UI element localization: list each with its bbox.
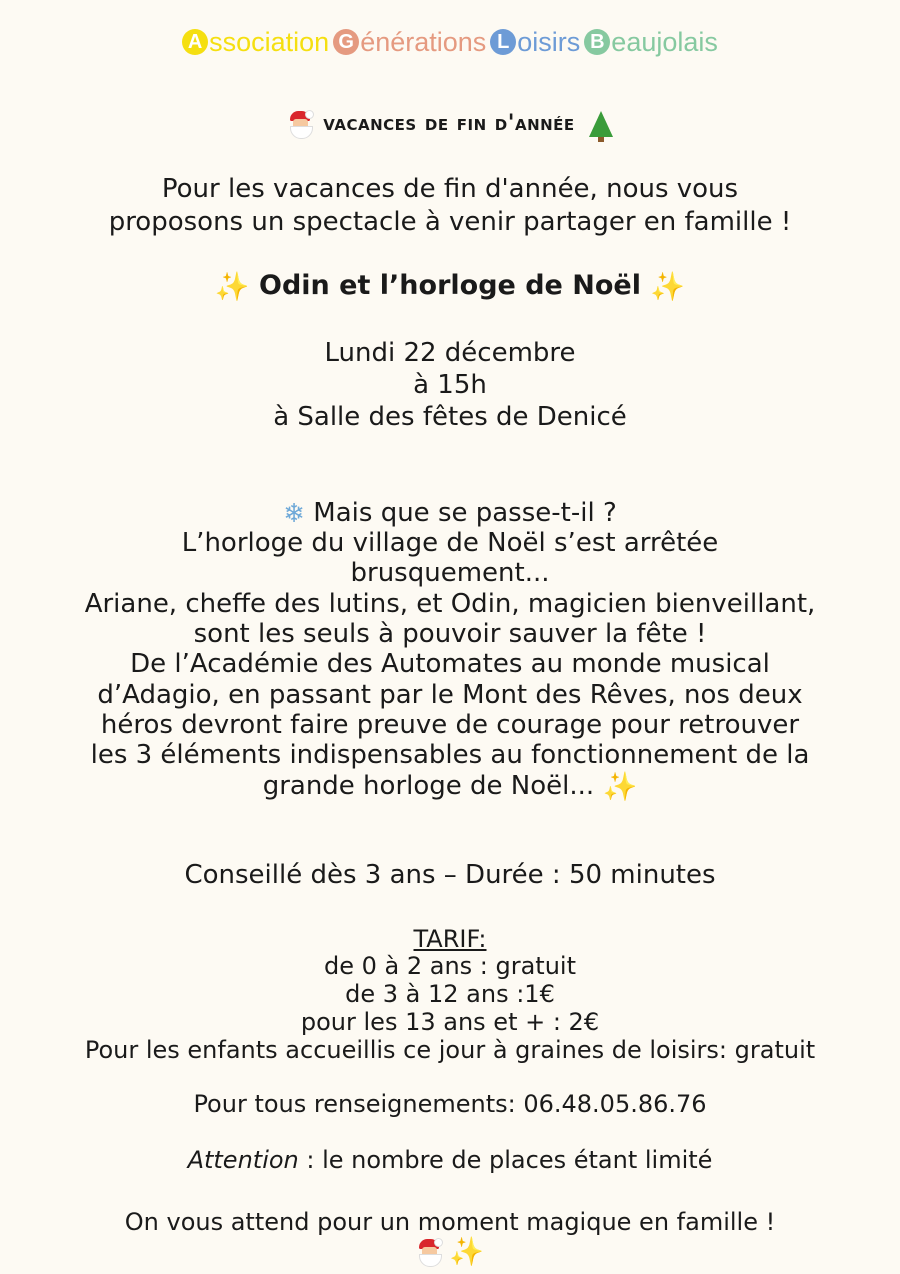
story-line: les 3 éléments indispensables au fonctionnement de la	[90, 740, 810, 770]
intro-line-2: proposons un spectacle à venir partager en famille !	[108, 207, 792, 237]
intro-line-1: Pour les vacances de fin d'année, nous vous	[161, 174, 739, 204]
story-last-line	[0, 771, 900, 801]
tarif-line: Pour les enfants accueillis ce jour à graines de loisirs: gratuit	[84, 1036, 816, 1064]
event-date: Lundi 22 décembre	[324, 338, 576, 368]
logo-rest-a: ssociation	[209, 26, 330, 57]
logo-rest-l: oisirs	[517, 26, 581, 57]
closing-emojis	[0, 1235, 900, 1268]
page-title-text: vacances de fin d'année	[323, 111, 575, 136]
story-line: L’horloge du village de Noël s’est arrêtée	[181, 528, 719, 558]
event-place: à Salle des fêtes de Denicé	[273, 402, 627, 432]
story-line: De l’Académie des Automates au monde musical	[130, 649, 770, 679]
story-line: brusquement...	[350, 558, 550, 588]
sparkles-icon: ✨	[214, 269, 250, 303]
attention-notice	[0, 1146, 900, 1174]
association-logo	[0, 24, 900, 60]
logo-initial-a: A	[182, 29, 208, 55]
tarif-heading: TARIF:	[413, 925, 487, 953]
logo-word-generations	[333, 27, 486, 58]
closing-line: On vous attend pour un moment magique en famille !	[124, 1208, 776, 1236]
logo-initial-b: B	[584, 29, 610, 55]
logo-rest-b: eaujolais	[611, 26, 718, 57]
logo-word-beaujolais	[584, 27, 718, 58]
logo-rest-g: énérations	[360, 26, 487, 57]
christmas-tree-icon	[589, 111, 613, 137]
story-line: d’Adagio, en passant par le Mont des Rêves, nos deux	[97, 680, 803, 710]
attention-text: : le nombre de places étant limité	[298, 1146, 713, 1174]
story-line: Ariane, cheffe des lutins, et Odin, magicien bienveillant,	[84, 589, 816, 619]
logo-initial-l: L	[490, 29, 516, 55]
page-title	[0, 110, 900, 138]
tarif-line: pour les 13 ans et + : 2€	[300, 1008, 600, 1036]
logo-word-association	[182, 27, 329, 58]
santa-icon	[416, 1238, 444, 1266]
attention-label: Attention	[187, 1146, 299, 1174]
sparkles-icon: ✨	[650, 269, 686, 303]
story-question-text: Mais que se passe-t-il ?	[313, 498, 617, 528]
show-title	[0, 270, 900, 301]
tarif-line: de 0 à 2 ans : gratuit	[323, 952, 577, 980]
story-line: héros devront faire preuve de courage pour retrouver	[100, 710, 800, 740]
tarif-line: de 3 à 12 ans :1€	[345, 980, 555, 1008]
santa-icon	[287, 110, 315, 138]
story-question	[0, 498, 900, 528]
logo-initial-g: G	[333, 29, 359, 55]
event-time: à 15h	[413, 370, 487, 400]
logo-word-loisirs	[490, 27, 580, 58]
age-duration-info: Conseillé dès 3 ans – Durée : 50 minutes	[184, 860, 716, 890]
snowflake-icon: ❄	[283, 498, 306, 529]
sparkles-icon: ✨	[602, 769, 638, 803]
show-title-text: Odin et l’horloge de Noël	[259, 270, 641, 301]
story-line: sont les seuls à pouvoir sauver la fête !	[193, 619, 707, 649]
contact-info: Pour tous renseignements: 06.48.05.86.76	[193, 1090, 707, 1118]
story-last-line-text: grande horloge de Noël...	[262, 771, 595, 801]
sparkles-icon: ✨	[449, 1235, 484, 1268]
